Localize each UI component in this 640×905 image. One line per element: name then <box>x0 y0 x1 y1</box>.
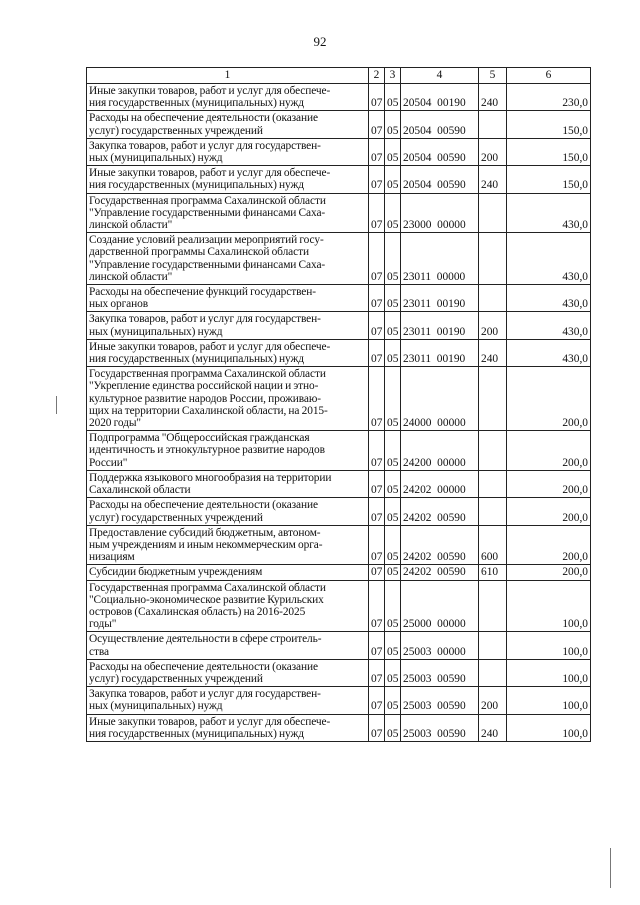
page-number: 92 <box>313 34 327 49</box>
section-cell: 07 <box>369 470 385 497</box>
scan-mark-left <box>56 396 57 414</box>
table-row <box>87 339 591 366</box>
expense-type-cell <box>479 111 507 138</box>
expense-type-cell: 240 <box>479 714 507 741</box>
item-name-line: ства <box>89 645 109 658</box>
scan-mark-right <box>610 848 611 888</box>
sum-cell: 430,0 <box>507 285 591 312</box>
target-article-cell: 23011 00190 <box>401 312 479 339</box>
subsection-cell: 05 <box>385 312 401 339</box>
item-name-line: Расходы на обеспечение деятельности (оказание <box>89 499 318 512</box>
item-name-line: Закупка товаров, работ и услуг для государствен- <box>89 139 321 152</box>
table-row <box>87 525 591 565</box>
sum-cell: 430,0 <box>507 193 591 233</box>
item-name-line: линской области" <box>89 270 173 283</box>
item-name-line: Поддержка языкового многообразия на территории <box>89 471 332 484</box>
section-cell: 07 <box>369 525 385 565</box>
expense-type-cell <box>479 367 507 431</box>
sum-cell: 200,0 <box>507 525 591 565</box>
sum-cell: 100,0 <box>507 687 591 714</box>
table-row <box>87 233 591 285</box>
table-row <box>87 138 591 165</box>
subsection-cell: 05 <box>385 339 401 366</box>
sum-cell: 100,0 <box>507 580 591 632</box>
item-name-line: Иные закупки товаров, работ и услуг для обеспече- <box>89 340 331 353</box>
target-article-cell: 20504 00190 <box>401 84 479 111</box>
expense-type-cell <box>479 233 507 285</box>
item-name-cell <box>87 339 369 366</box>
target-article-cell: 20504 00590 <box>401 166 479 193</box>
table-header-row <box>87 68 591 84</box>
subsection-cell: 05 <box>385 580 401 632</box>
subsection-cell: 05 <box>385 431 401 471</box>
subsection-cell: 05 <box>385 233 401 285</box>
item-name-cell <box>87 84 369 111</box>
subsection-cell: 05 <box>385 632 401 659</box>
section-cell: 07 <box>369 714 385 741</box>
target-article-cell: 25003 00590 <box>401 687 479 714</box>
item-name-line: ния государственных (муниципальных) нужд <box>89 97 304 110</box>
item-name-line: культурное развитие народов России, проживаю- <box>89 392 321 405</box>
item-name-cell <box>87 312 369 339</box>
target-article-cell: 25000 00000 <box>401 580 479 632</box>
sum-cell: 430,0 <box>507 339 591 366</box>
item-name-line: Расходы на обеспечение функций государствен- <box>89 286 316 299</box>
expense-type-cell: 200 <box>479 138 507 165</box>
item-name-cell <box>87 659 369 686</box>
section-cell: 07 <box>369 111 385 138</box>
table-row <box>87 498 591 525</box>
target-article-cell: 25003 00590 <box>401 714 479 741</box>
item-name-line: Государственная программа Сахалинской области <box>89 368 326 381</box>
item-name-line: услуг) государственных учреждений <box>89 511 263 524</box>
column-header-target-article: 4 <box>401 68 479 84</box>
target-article-cell: 25003 00590 <box>401 659 479 686</box>
sum-cell: 200,0 <box>507 498 591 525</box>
item-name-cell <box>87 525 369 565</box>
item-name-cell <box>87 498 369 525</box>
expense-type-cell: 240 <box>479 84 507 111</box>
table-row <box>87 687 591 714</box>
table-row <box>87 431 591 471</box>
expense-type-cell <box>479 193 507 233</box>
item-name-cell <box>87 687 369 714</box>
item-name-cell <box>87 233 369 285</box>
item-name-line: Сахалинской области <box>89 484 191 497</box>
target-article-cell: 23011 00190 <box>401 285 479 312</box>
target-article-cell: 23000 00000 <box>401 193 479 233</box>
column-header-section: 2 <box>369 68 385 84</box>
expense-type-cell: 240 <box>479 339 507 366</box>
target-article-cell: 20504 00590 <box>401 138 479 165</box>
item-name-line: Государственная программа Сахалинской области <box>89 194 326 207</box>
item-name-line: Государственная программа Сахалинской области <box>89 581 326 594</box>
section-cell: 07 <box>369 659 385 686</box>
item-name-line: ным учреждениям и иным некоммерческим орга- <box>89 538 323 551</box>
section-cell: 07 <box>369 565 385 580</box>
item-name-line: идентичность и этнокультурное развитие народов <box>89 444 325 457</box>
item-name-line: Создание условий реализации мероприятий госу- <box>89 234 324 247</box>
table-row <box>87 166 591 193</box>
item-name-line: Расходы на обеспечение деятельности (оказание <box>89 112 318 125</box>
item-name-line: "Укрепление единства российской нации и этно- <box>89 380 319 393</box>
item-name-line: ния государственных (муниципальных) нужд <box>89 179 304 192</box>
item-name-line: России" <box>89 456 128 469</box>
column-header-expense-type: 5 <box>479 68 507 84</box>
subsection-cell: 05 <box>385 367 401 431</box>
section-cell: 07 <box>369 138 385 165</box>
expense-type-cell <box>479 431 507 471</box>
item-name-cell <box>87 138 369 165</box>
target-article-cell: 24202 00000 <box>401 470 479 497</box>
expense-type-cell: 200 <box>479 312 507 339</box>
sum-cell: 150,0 <box>507 166 591 193</box>
section-cell: 07 <box>369 312 385 339</box>
item-name-line: Осуществление деятельности в сфере строитель- <box>89 633 322 646</box>
subsection-cell: 05 <box>385 525 401 565</box>
section-cell: 07 <box>369 687 385 714</box>
section-cell: 07 <box>369 193 385 233</box>
item-name-cell <box>87 714 369 741</box>
subsection-cell: 05 <box>385 498 401 525</box>
item-name-line: ния государственных (муниципальных) нужд <box>89 353 304 366</box>
section-cell: 07 <box>369 233 385 285</box>
table-row <box>87 714 591 741</box>
target-article-cell: 24202 00590 <box>401 565 479 580</box>
expense-type-cell <box>479 659 507 686</box>
target-article-cell: 23011 00190 <box>401 339 479 366</box>
table-row <box>87 367 591 431</box>
target-article-cell: 20504 00590 <box>401 111 479 138</box>
section-cell: 07 <box>369 632 385 659</box>
item-name-cell <box>87 285 369 312</box>
item-name-line: ных (муниципальных) нужд <box>89 700 223 713</box>
target-article-cell: 24202 00590 <box>401 525 479 565</box>
table-row <box>87 470 591 497</box>
item-name-cell <box>87 565 369 580</box>
target-article-cell: 24200 00000 <box>401 431 479 471</box>
item-name-cell <box>87 193 369 233</box>
table-row <box>87 285 591 312</box>
item-name-cell <box>87 580 369 632</box>
table-row <box>87 659 591 686</box>
expense-type-cell <box>479 285 507 312</box>
table-row <box>87 580 591 632</box>
section-cell: 07 <box>369 498 385 525</box>
subsection-cell: 05 <box>385 470 401 497</box>
sum-cell: 100,0 <box>507 632 591 659</box>
item-name-cell <box>87 111 369 138</box>
column-header-name: 1 <box>87 68 369 84</box>
section-cell: 07 <box>369 285 385 312</box>
table-row <box>87 565 591 580</box>
item-name-line: Подпрограмма "Общероссийская гражданская <box>89 432 310 445</box>
item-name-line: "Управление государственными финансами Саха- <box>89 258 326 271</box>
subsection-cell: 05 <box>385 285 401 312</box>
sum-cell: 200,0 <box>507 431 591 471</box>
section-cell: 07 <box>369 431 385 471</box>
item-name-cell <box>87 367 369 431</box>
expense-type-cell <box>479 498 507 525</box>
target-article-cell: 25003 00000 <box>401 632 479 659</box>
item-name-line: Иные закупки товаров, работ и услуг для обеспече- <box>89 85 331 97</box>
sum-cell: 230,0 <box>507 84 591 111</box>
item-name-line: Иные закупки товаров, работ и услуг для обеспече- <box>89 715 331 728</box>
column-header-subsection: 3 <box>385 68 401 84</box>
item-name-line: щих на территории Сахалинской области, на 2015- <box>89 404 328 417</box>
item-name-line: Иные закупки товаров, работ и услуг для обеспече- <box>89 167 331 180</box>
item-name-line: услуг) государственных учреждений <box>89 672 263 685</box>
subsection-cell: 05 <box>385 138 401 165</box>
item-name-line: "Управление государственными финансами Саха- <box>89 206 326 219</box>
expense-type-cell <box>479 470 507 497</box>
item-name-line: дарственной программы Сахалинской области <box>89 246 309 259</box>
item-name-line: ных (муниципальных) нужд <box>89 152 223 165</box>
section-cell: 07 <box>369 367 385 431</box>
item-name-line: годы" <box>89 618 117 631</box>
subsection-cell: 05 <box>385 565 401 580</box>
sum-cell: 430,0 <box>507 312 591 339</box>
subsection-cell: 05 <box>385 111 401 138</box>
sum-cell: 100,0 <box>507 714 591 741</box>
sum-cell: 150,0 <box>507 111 591 138</box>
sum-cell: 200,0 <box>507 565 591 580</box>
expense-type-cell: 240 <box>479 166 507 193</box>
sum-cell: 430,0 <box>507 233 591 285</box>
table-body <box>87 84 591 742</box>
item-name-line: Закупка товаров, работ и услуг для государствен- <box>89 688 321 701</box>
target-article-cell: 24000 00000 <box>401 367 479 431</box>
table-row <box>87 111 591 138</box>
item-name-cell <box>87 470 369 497</box>
item-name-line: 2020 годы" <box>89 417 141 430</box>
item-name-line: ных (муниципальных) нужд <box>89 325 223 338</box>
sum-cell: 200,0 <box>507 470 591 497</box>
subsection-cell: 05 <box>385 193 401 233</box>
budget-table <box>86 67 591 742</box>
item-name-line: низациям <box>89 551 135 564</box>
expense-type-cell: 610 <box>479 565 507 580</box>
item-name-line: Закупка товаров, работ и услуг для государствен- <box>89 313 321 326</box>
item-name-cell <box>87 632 369 659</box>
table-row <box>87 632 591 659</box>
subsection-cell: 05 <box>385 166 401 193</box>
item-name-line: ния государственных (муниципальных) нужд <box>89 727 304 740</box>
item-name-line: Расходы на обеспечение деятельности (оказание <box>89 660 318 673</box>
item-name-line: Субсидии бюджетным учреждениям <box>89 566 263 579</box>
subsection-cell: 05 <box>385 84 401 111</box>
target-article-cell: 24202 00590 <box>401 498 479 525</box>
section-cell: 07 <box>369 339 385 366</box>
item-name-line: островов (Сахалинская область) на 2016-2025 <box>89 605 306 618</box>
item-name-line: "Социально-экономическое развитие Курильских <box>89 593 324 606</box>
section-cell: 07 <box>369 84 385 111</box>
sum-cell: 100,0 <box>507 659 591 686</box>
item-name-line: Предоставление субсидий бюджетным, автоном- <box>89 526 321 539</box>
target-article-cell: 23011 00000 <box>401 233 479 285</box>
section-cell: 07 <box>369 580 385 632</box>
item-name-line: услуг) государственных учреждений <box>89 124 263 137</box>
table-row <box>87 312 591 339</box>
sum-cell: 200,0 <box>507 367 591 431</box>
sum-cell: 150,0 <box>507 138 591 165</box>
expense-type-cell <box>479 580 507 632</box>
column-header-sum: 6 <box>507 68 591 84</box>
table-row <box>87 193 591 233</box>
item-name-cell <box>87 431 369 471</box>
expense-type-cell: 600 <box>479 525 507 565</box>
item-name-line: ных органов <box>89 298 148 311</box>
subsection-cell: 05 <box>385 687 401 714</box>
expense-type-cell <box>479 632 507 659</box>
expense-type-cell: 200 <box>479 687 507 714</box>
subsection-cell: 05 <box>385 659 401 686</box>
section-cell: 07 <box>369 166 385 193</box>
table-row <box>87 84 591 111</box>
item-name-line: линской области" <box>89 219 173 232</box>
item-name-cell <box>87 166 369 193</box>
subsection-cell: 05 <box>385 714 401 741</box>
